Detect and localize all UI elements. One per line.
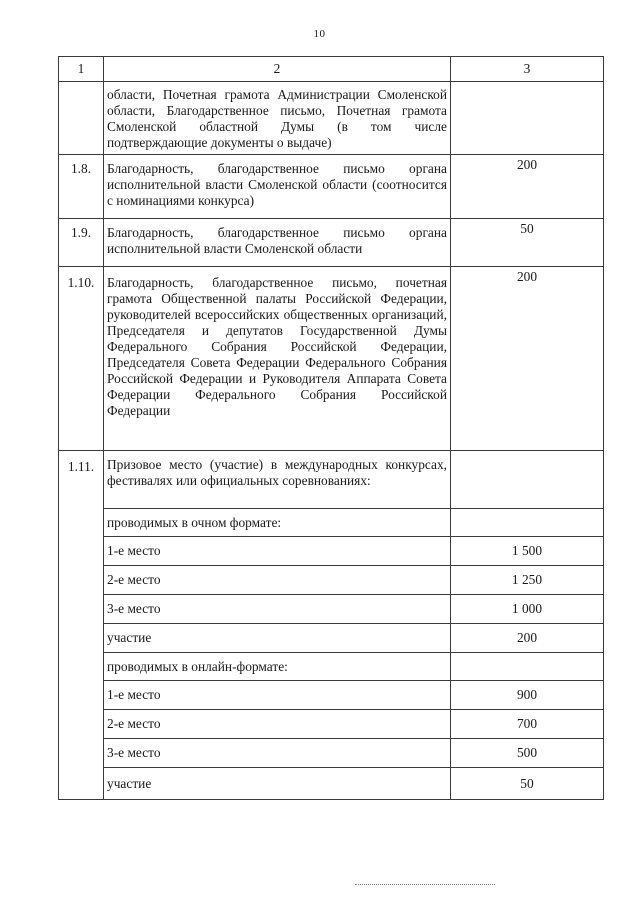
list-item	[59, 681, 604, 710]
page-number: 10	[313, 28, 326, 40]
place-value: 900	[451, 681, 604, 710]
row-description: Благодарность, благодарственное письмо органа исполнительной власти Смоленской области	[104, 219, 451, 267]
place-value: 1 250	[451, 566, 604, 595]
place-value: 700	[451, 710, 604, 739]
list-item	[59, 595, 604, 624]
list-item	[59, 739, 604, 768]
column-header-1: 1	[59, 57, 104, 82]
table-row	[59, 155, 604, 219]
place-value: 200	[451, 624, 604, 653]
group-title-in-person: проводимых в очном формате:	[104, 509, 451, 537]
row-number: 1.10.	[59, 267, 104, 451]
row-description: Благодарность, благодарственное письмо, почетная грамота Общественной палаты Российской Федерации, руководителей всероссийских общественных организаций, Председателя и депутатов Государственной Думы Федерального Собрания Российской Федерации, Председателя Совета Федерации Федерального Собрания Российской Федерации и Руководителя Аппарата Совета Федерации Федерального Собрания Российской Федерации	[104, 267, 451, 451]
row-value: 50	[451, 219, 604, 267]
row-number: 1.11.	[59, 451, 104, 800]
column-header-2: 2	[104, 57, 451, 82]
row-value-empty	[451, 82, 604, 155]
row-value-empty	[451, 451, 604, 509]
place-label: 3-е место	[104, 595, 451, 624]
place-label: 2-е место	[104, 710, 451, 739]
place-label: участие	[104, 624, 451, 653]
group-title-row	[59, 653, 604, 681]
scan-artifact-line	[355, 884, 495, 886]
place-label: 3-е место	[104, 739, 451, 768]
place-label: 2-е место	[104, 566, 451, 595]
criteria-table	[58, 56, 604, 800]
list-item	[59, 566, 604, 595]
row-description: Призовое место (участие) в международных конкурсах, фестивалях или официальных соревнованиях:	[104, 451, 451, 509]
place-label: 1-е место	[104, 681, 451, 710]
place-value: 1 000	[451, 595, 604, 624]
row-value-empty	[451, 653, 604, 681]
row-number-empty	[59, 82, 104, 155]
list-item	[59, 768, 604, 800]
table-header-row	[59, 57, 604, 82]
continuation-text: области, Почетная грамота Администрации Смоленской области, Благодарственное письмо, Почетная грамота Смоленской областной Думы (в том числе подтверждающие документы о выдаче)	[104, 82, 451, 155]
row-value: 200	[451, 155, 604, 219]
row-value-empty	[451, 509, 604, 537]
list-item	[59, 537, 604, 566]
place-value: 1 500	[451, 537, 604, 566]
group-title-row	[59, 509, 604, 537]
row-value: 200	[451, 267, 604, 451]
row-description: Благодарность, благодарственное письмо органа исполнительной власти Смоленской области (соотносится с номинациями конкурса)	[104, 155, 451, 219]
row-number: 1.8.	[59, 155, 104, 219]
place-label: 1-е место	[104, 537, 451, 566]
place-label: участие	[104, 768, 451, 800]
list-item	[59, 710, 604, 739]
table-row	[59, 267, 604, 451]
table-row	[59, 451, 604, 509]
column-header-3: 3	[451, 57, 604, 82]
group-title-online: проводимых в онлайн-формате:	[104, 653, 451, 681]
table-row-continuation	[59, 82, 604, 155]
place-value: 500	[451, 739, 604, 768]
row-number: 1.9.	[59, 219, 104, 267]
place-value: 50	[451, 768, 604, 800]
table-row	[59, 219, 604, 267]
list-item	[59, 624, 604, 653]
